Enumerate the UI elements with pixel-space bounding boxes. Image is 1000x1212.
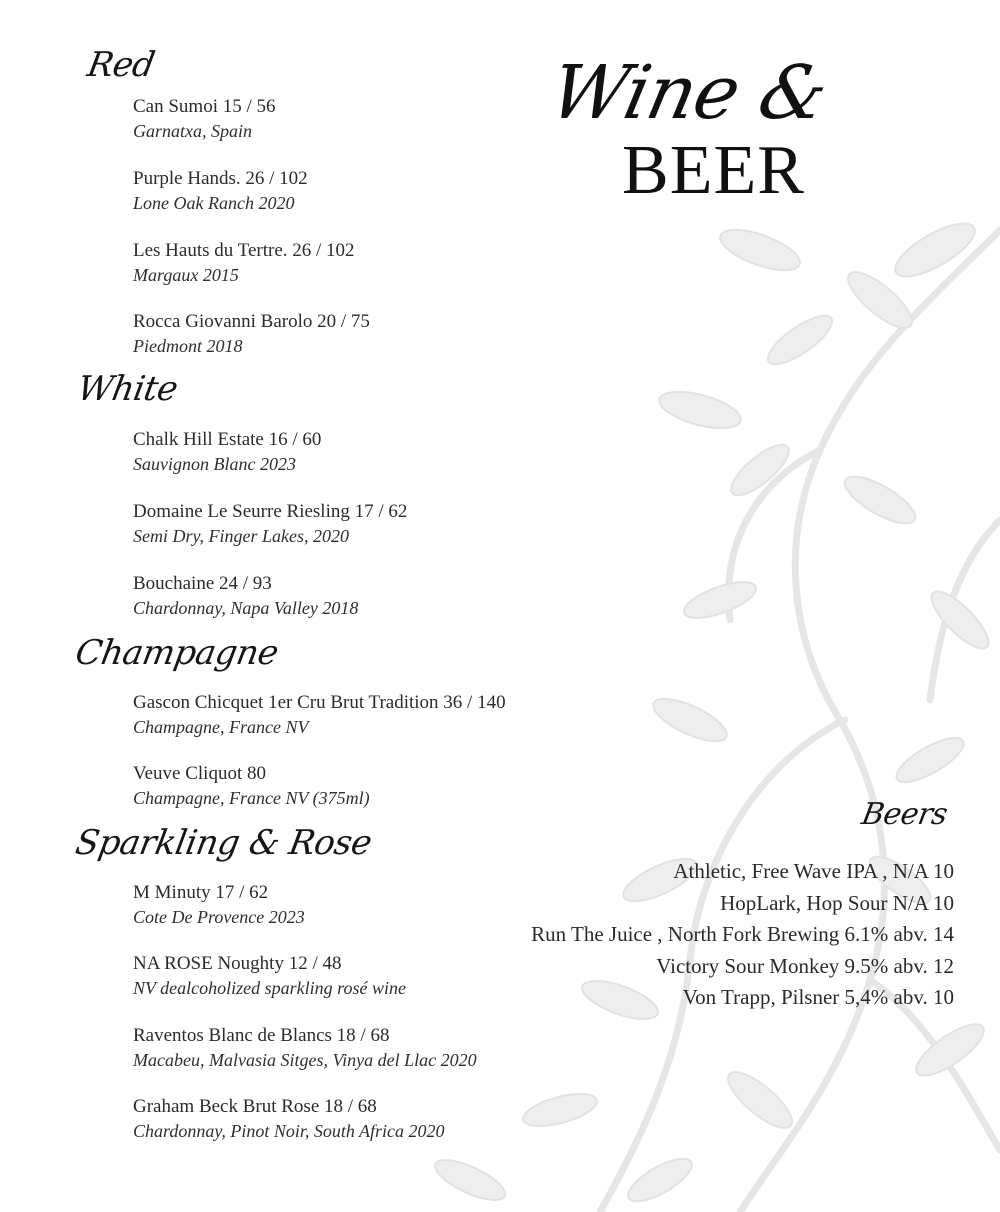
wine-description: Champagne, France NV bbox=[133, 717, 309, 737]
wine-item bbox=[133, 239, 355, 287]
wine-name-price: Purple Hands. 26 / 102 bbox=[133, 168, 308, 189]
wine-description: Macabeu, Malvasia Sitges, Vinya del Llac 2020 bbox=[133, 1050, 477, 1070]
wine-description: Garnatxa, Spain bbox=[133, 121, 252, 141]
menu-title-caps: BEER bbox=[622, 132, 805, 209]
wine-name-price: Gascon Chicquet 1er Cru Brut Tradition 36 / 140 bbox=[133, 692, 506, 713]
wine-item bbox=[133, 572, 358, 620]
section-heading-sparkling-rose: Sparkling & Rose bbox=[72, 823, 375, 863]
section-heading-red: Red bbox=[84, 45, 158, 85]
wine-description: Lone Oak Ranch 2020 bbox=[133, 193, 295, 213]
wine-description: Cote De Provence 2023 bbox=[133, 907, 305, 927]
wine-name-price: Can Sumoi 15 / 56 bbox=[133, 96, 276, 117]
wine-description: Sauvignon Blanc 2023 bbox=[133, 454, 296, 474]
wine-item bbox=[133, 952, 406, 1000]
wine-name-price: Les Hauts du Tertre. 26 / 102 bbox=[133, 240, 355, 261]
beer-item: HopLark, Hop Sour N/A 10 bbox=[720, 890, 954, 915]
wine-item bbox=[133, 500, 407, 548]
wine-description: Chardonnay, Napa Valley 2018 bbox=[133, 598, 359, 618]
wine-item bbox=[133, 95, 276, 143]
wine-item bbox=[133, 881, 305, 929]
wine-name-price: Bouchaine 24 / 93 bbox=[133, 573, 272, 594]
beer-item: Run The Juice , North Fork Brewing 6.1% abv. 14 bbox=[531, 922, 954, 946]
section-heading-beers: Beers bbox=[859, 797, 950, 832]
wine-description: Piedmont 2018 bbox=[133, 336, 243, 356]
wine-item bbox=[133, 310, 370, 358]
wine-item bbox=[133, 762, 370, 810]
wine-name-price: NA ROSE Noughty 12 / 48 bbox=[133, 953, 342, 974]
wine-name-price: Veuve Cliquot 80 bbox=[133, 763, 266, 784]
beer-item: Von Trapp, Pilsner 5,4% abv. 10 bbox=[682, 985, 954, 1009]
wine-description: Margaux 2015 bbox=[133, 265, 239, 285]
beer-item: Victory Sour Monkey 9.5% abv. 12 bbox=[656, 953, 954, 978]
wine-name-price: Raventos Blanc de Blancs 18 / 68 bbox=[133, 1025, 390, 1046]
wine-name-price: M Minuty 17 / 62 bbox=[133, 882, 269, 903]
beer-list bbox=[531, 856, 954, 1014]
section-heading-white: White bbox=[74, 369, 181, 409]
wine-description: Champagne, France NV (375ml) bbox=[133, 788, 370, 808]
wine-description: Semi Dry, Finger Lakes, 2020 bbox=[133, 526, 349, 546]
wine-item bbox=[133, 167, 308, 215]
menu-title-script: Wine & bbox=[542, 50, 835, 136]
wine-description: Chardonnay, Pinot Noir, South Africa 2020 bbox=[133, 1121, 445, 1141]
wine-item bbox=[133, 691, 506, 739]
wine-name-price: Graham Beck Brut Rose 18 / 68 bbox=[133, 1096, 377, 1117]
wine-item bbox=[133, 1095, 445, 1143]
wine-description: NV dealcoholized sparkling rosé wine bbox=[133, 978, 406, 998]
wine-name-price: Rocca Giovanni Barolo 20 / 75 bbox=[133, 311, 370, 332]
wine-item bbox=[133, 1024, 477, 1072]
section-heading-champagne: Champagne bbox=[72, 633, 282, 673]
wine-item bbox=[133, 428, 321, 476]
wine-name-price: Chalk Hill Estate 16 / 60 bbox=[133, 429, 322, 450]
beer-item: Athletic, Free Wave IPA , N/A 10 bbox=[673, 859, 954, 883]
wine-name-price: Domaine Le Seurre Riesling 17 / 62 bbox=[133, 501, 408, 522]
